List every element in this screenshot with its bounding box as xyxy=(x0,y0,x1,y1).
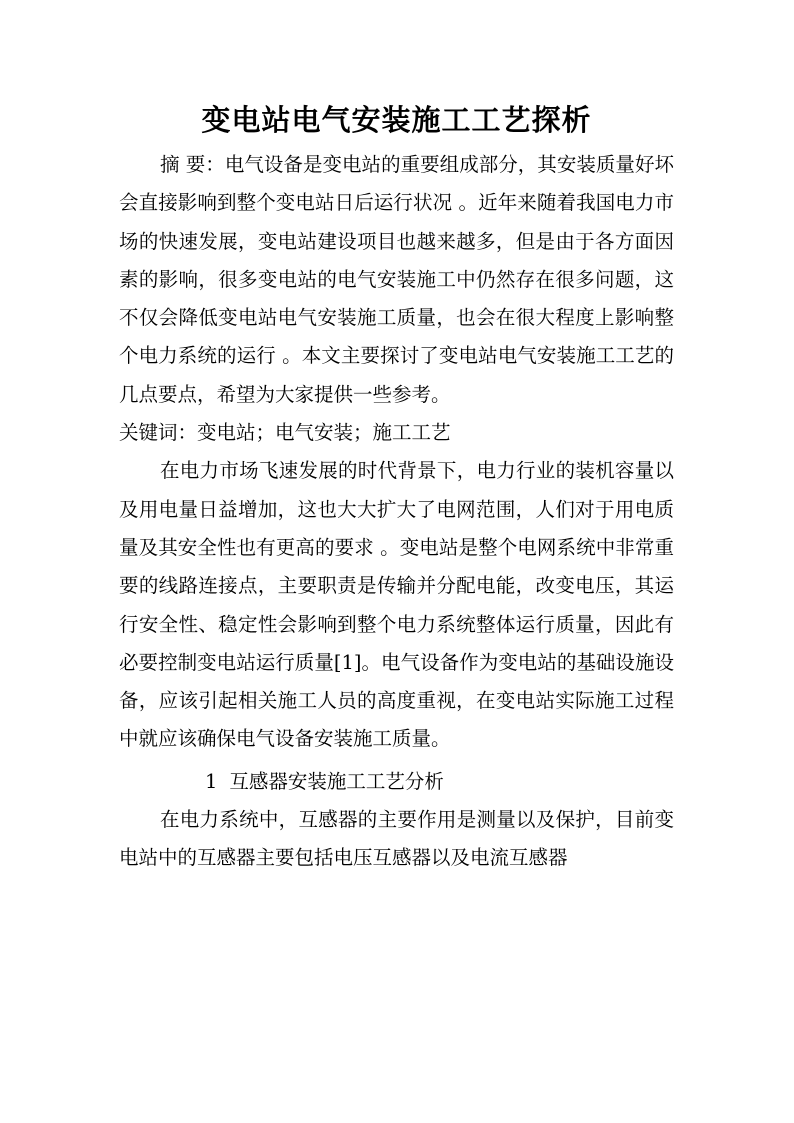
intro-paragraph: 在电力市场飞速发展的时代背景下，电力行业的装机容量以及用电量日益增加，这也大大扩大了电网范围，人们对于用电质量及其安全性也有更高的要求 。变电站是整个电网系统中非常重要的线路连接点，主要职责是传输并分配电能，改变电压，其运行安全性、稳定性会影响到整个电力系统整体运行质量，因此有必要控制变电站运行质量[1]。电气设备作为变电站的基础设施设备，应该引起相关施工人员的高度重视，在变电站实际施工过程中就应该确保电气设备安装施工质量。 xyxy=(119,459,674,751)
section-1-title: 互感器安装施工工艺分析 xyxy=(229,769,444,793)
section-1-paragraph: 在电力系统中，互感器的主要作用是测量以及保护，目前变电站中的互感器主要包括电压互感器以及电流互感器 xyxy=(119,808,674,870)
document-title: 变电站电气安装施工工艺探析 xyxy=(201,103,592,137)
section-1-heading xyxy=(119,763,674,801)
abstract-paragraph: 摘 要：电气设备是变电站的重要组成部分，其安装质量好坏会直接影响到整个变电站日后运行状况 。近年来随着我国电力市场的快速发展，变电站建设项目也越来越多，但是由于各方面因素的影响，很多变电站的电气安装施工中仍然存在很多问题，这不仅会降低变电站电气安装施工质量，也会在很大程度上影响整个电力系统的运行 。本文主要探讨了变电站电气安装施工工艺的几点要点，希望为大家提供一些参考。 xyxy=(119,153,674,406)
document-page xyxy=(119,98,674,878)
section-1-number: 1 xyxy=(205,769,218,793)
keywords-line: 关键词：变电站；电气安装；施工工艺 xyxy=(119,421,451,445)
